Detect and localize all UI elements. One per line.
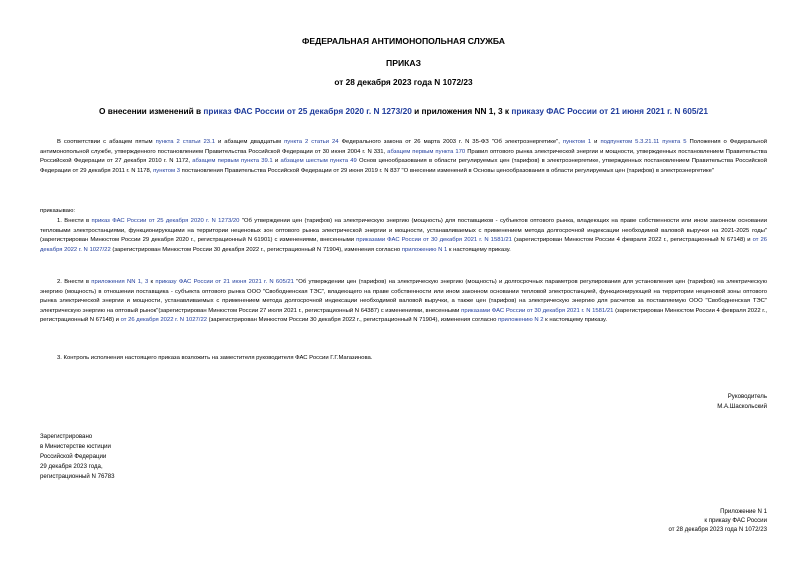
signer-name: М.А.Шаскольский	[717, 402, 767, 410]
preamble-text: Правил оптового рынка электрической энергии и мощности, утвержденных постановлением Правительства Российской Федерации от 27 декабря 2010 г. N 1172,	[40, 148, 768, 164]
preamble-text: В соответствии с абзацем пятым	[57, 139, 156, 145]
preamble-text: и	[591, 139, 601, 145]
preamble-link[interactable]: абзацем первым пункта 39.1	[192, 158, 273, 164]
preamble-link[interactable]: пункта 2 статьи 23.1	[155, 139, 215, 145]
item-text: (зарегистрирован Минюстом России 30 декабря 2022 г., регистрационный N 71904), изменения согласно	[110, 246, 402, 253]
preamble-text: и	[272, 158, 281, 164]
registration-line: Зарегистрировано	[40, 433, 93, 440]
appendix-heading	[669, 507, 768, 534]
preamble-link[interactable]: пунктом 1	[562, 139, 592, 145]
item-text: "Об утверждении цен (тарифов) на электрическую энергию (мощность) для поставщиков - субъектов оптового рынка, владеющих на праве собственности или ином законном основании тепловыми электростанциями, функционирующими на территории неценовых зон оптового рынка электрической энергии и мощности, устанавливаемых с применением метода долгосрочной индексации необходимой валовой выручки на 2021-2025 годы" (зарегистрирован Минюстом России 29 декабря 2020 г., регистрационный N 61901) с изменениями, внесенными	[40, 218, 767, 243]
appendix-line: от 28 декабря 2023 года N 1072/23	[668, 526, 767, 533]
item-link[interactable]: от 26 декабря 2022 г. N 1027/22	[40, 237, 768, 253]
document-title	[0, 106, 807, 116]
appendix-line: к приказу ФАС России	[704, 517, 767, 524]
signer-position: Руководитель	[727, 393, 767, 400]
preamble-text: и абзацем двадцатым	[214, 139, 285, 145]
title-text-2: и приложения NN 1, 3 к	[411, 106, 512, 116]
preamble-paragraph	[40, 138, 767, 176]
registration-line: регистрационный N 76783	[40, 473, 115, 480]
signature-block	[717, 392, 767, 411]
preamble-link[interactable]: абзацем шестым пункта 49	[280, 158, 357, 164]
preamble-text: Федерального закона от 26 марта 2003 г. N 35-ФЗ "Об электроэнергетике",	[338, 139, 563, 145]
item-text: к	[148, 279, 156, 285]
item-text: 1. Внести в	[57, 218, 92, 224]
preamble-text: Основ ценообразования в области регулируемых цен (тарифов) в электроэнергетике, утвержденных постановлением Правительства Российской Федерации от 29 декабря 2011 г. N 1178,	[40, 158, 767, 174]
item-2-paragraph	[40, 278, 767, 326]
item-text: к настоящему приказу.	[447, 246, 511, 253]
item-text: к настоящему приказу.	[543, 317, 607, 323]
item-3-paragraph: 3. Контроль исполнения настоящего приказа возложить на заместителя руководителя ФАС России Г.Г.Магазинова.	[57, 355, 373, 361]
item-text: (зарегистрирован Минюстом России 4 февраля 2022 г., регистрационный N 67148) и	[511, 237, 753, 243]
title-link-order-605[interactable]: приказу ФАС России от 21 июня 2021 г. N 605/21	[511, 106, 709, 116]
preamble-text: Положения о Федеральной антимонопольной службе, утвержденного постановлением Правительства Российской Федерации от 30 июня 2004 г. N 331,	[40, 139, 768, 155]
item-link[interactable]: приказами ФАС России от 30 декабря 2021 г. N 1581/21	[461, 307, 614, 314]
preamble-link[interactable]: подпунктом 5.3.21.11 пункта 5	[600, 139, 687, 145]
registration-line: в Министерстве юстиции	[40, 443, 111, 450]
appendix-line: Приложение N 1	[720, 508, 767, 515]
preamble-text: постановления Правительства Российской Федерации от 29 июня 2019 г. N 837 "О внесении изменений в Основы ценообразования в области регулируемых цен (тарифов) в электроэнергетике"	[180, 167, 715, 174]
item-link[interactable]: приказу ФАС России от 21 июня 2021 г. N 605/21	[155, 279, 294, 285]
item-text: (зарегистрирован Минюстом России 30 декабря 2022 г., регистрационный N 71904), изменения согласно	[207, 317, 499, 323]
title-text-1: О внесении изменений в	[98, 106, 204, 116]
item-link[interactable]: приложению N 1	[401, 246, 448, 253]
item-link[interactable]: приложению N 2	[498, 317, 544, 323]
agency-name: ФЕДЕРАЛЬНАЯ АНТИМОНОПОЛЬНАЯ СЛУЖБА	[302, 36, 505, 46]
item-link[interactable]: приказ ФАС России от 25 декабря 2020 г. N 1273/20	[91, 218, 240, 224]
preamble-link[interactable]: пунктом 3	[153, 167, 180, 174]
registration-line: 29 декабря 2023 года,	[40, 463, 103, 470]
item-text: "Об утверждении цен (тарифов) на электрическую энергию (мощность) и долгосрочных параметров регулирования для установления цен (тарифов) на электрическую энергию (мощность) в отношении поставщика - субъекта оптового рынка ООО "Свободненская ТЭС", владеющего на праве собственности или ином законном основании тепловой электростанцией, функционирующей на территории неценовой зоны оптового рынка электрической энергии и мощности, устанавливаемых с применением метода долгосрочной индексации необходимой валовой выручки, а также цен (тарифов) на электрическую энергию для расчетов за поставляемую ООО "Свободненская ТЭС" электрическую энергию на оптовый рынок"(зарегистрирован Минюстом России 27 июля 2021 г., регистрационный N 64387) с изменениями, внесенными	[40, 279, 767, 314]
item-link[interactable]: от 26 декабря 2022 г. N 1027/22	[120, 317, 207, 323]
preamble-link[interactable]: пункта 2 статьи 24	[284, 139, 339, 145]
document-date-number: от 28 декабря 2023 года N 1072/23	[334, 77, 473, 87]
item-text: (зарегистрирован Минюстом России 4 февраля 2022 г., регистрационный N 67148) и	[40, 307, 767, 323]
document-type: ПРИКАЗ	[386, 58, 421, 68]
title-link-order-1273[interactable]: приказ ФАС России от 25 декабря 2020 г. N 1273/20	[203, 106, 412, 116]
item-link[interactable]: приложения NN 1, 3	[91, 279, 149, 285]
registration-line: Российской Федерации	[40, 453, 107, 460]
item-text: 2. Внести в	[57, 279, 92, 285]
item-link[interactable]: приказами ФАС России от 30 декабря 2021 г. N 1581/21	[356, 237, 512, 243]
item-1-paragraph	[40, 217, 767, 255]
registration-block	[40, 432, 115, 482]
preamble-link[interactable]: абзацем первым пункта 170	[387, 148, 466, 155]
order-word: приказываю:	[40, 208, 76, 214]
